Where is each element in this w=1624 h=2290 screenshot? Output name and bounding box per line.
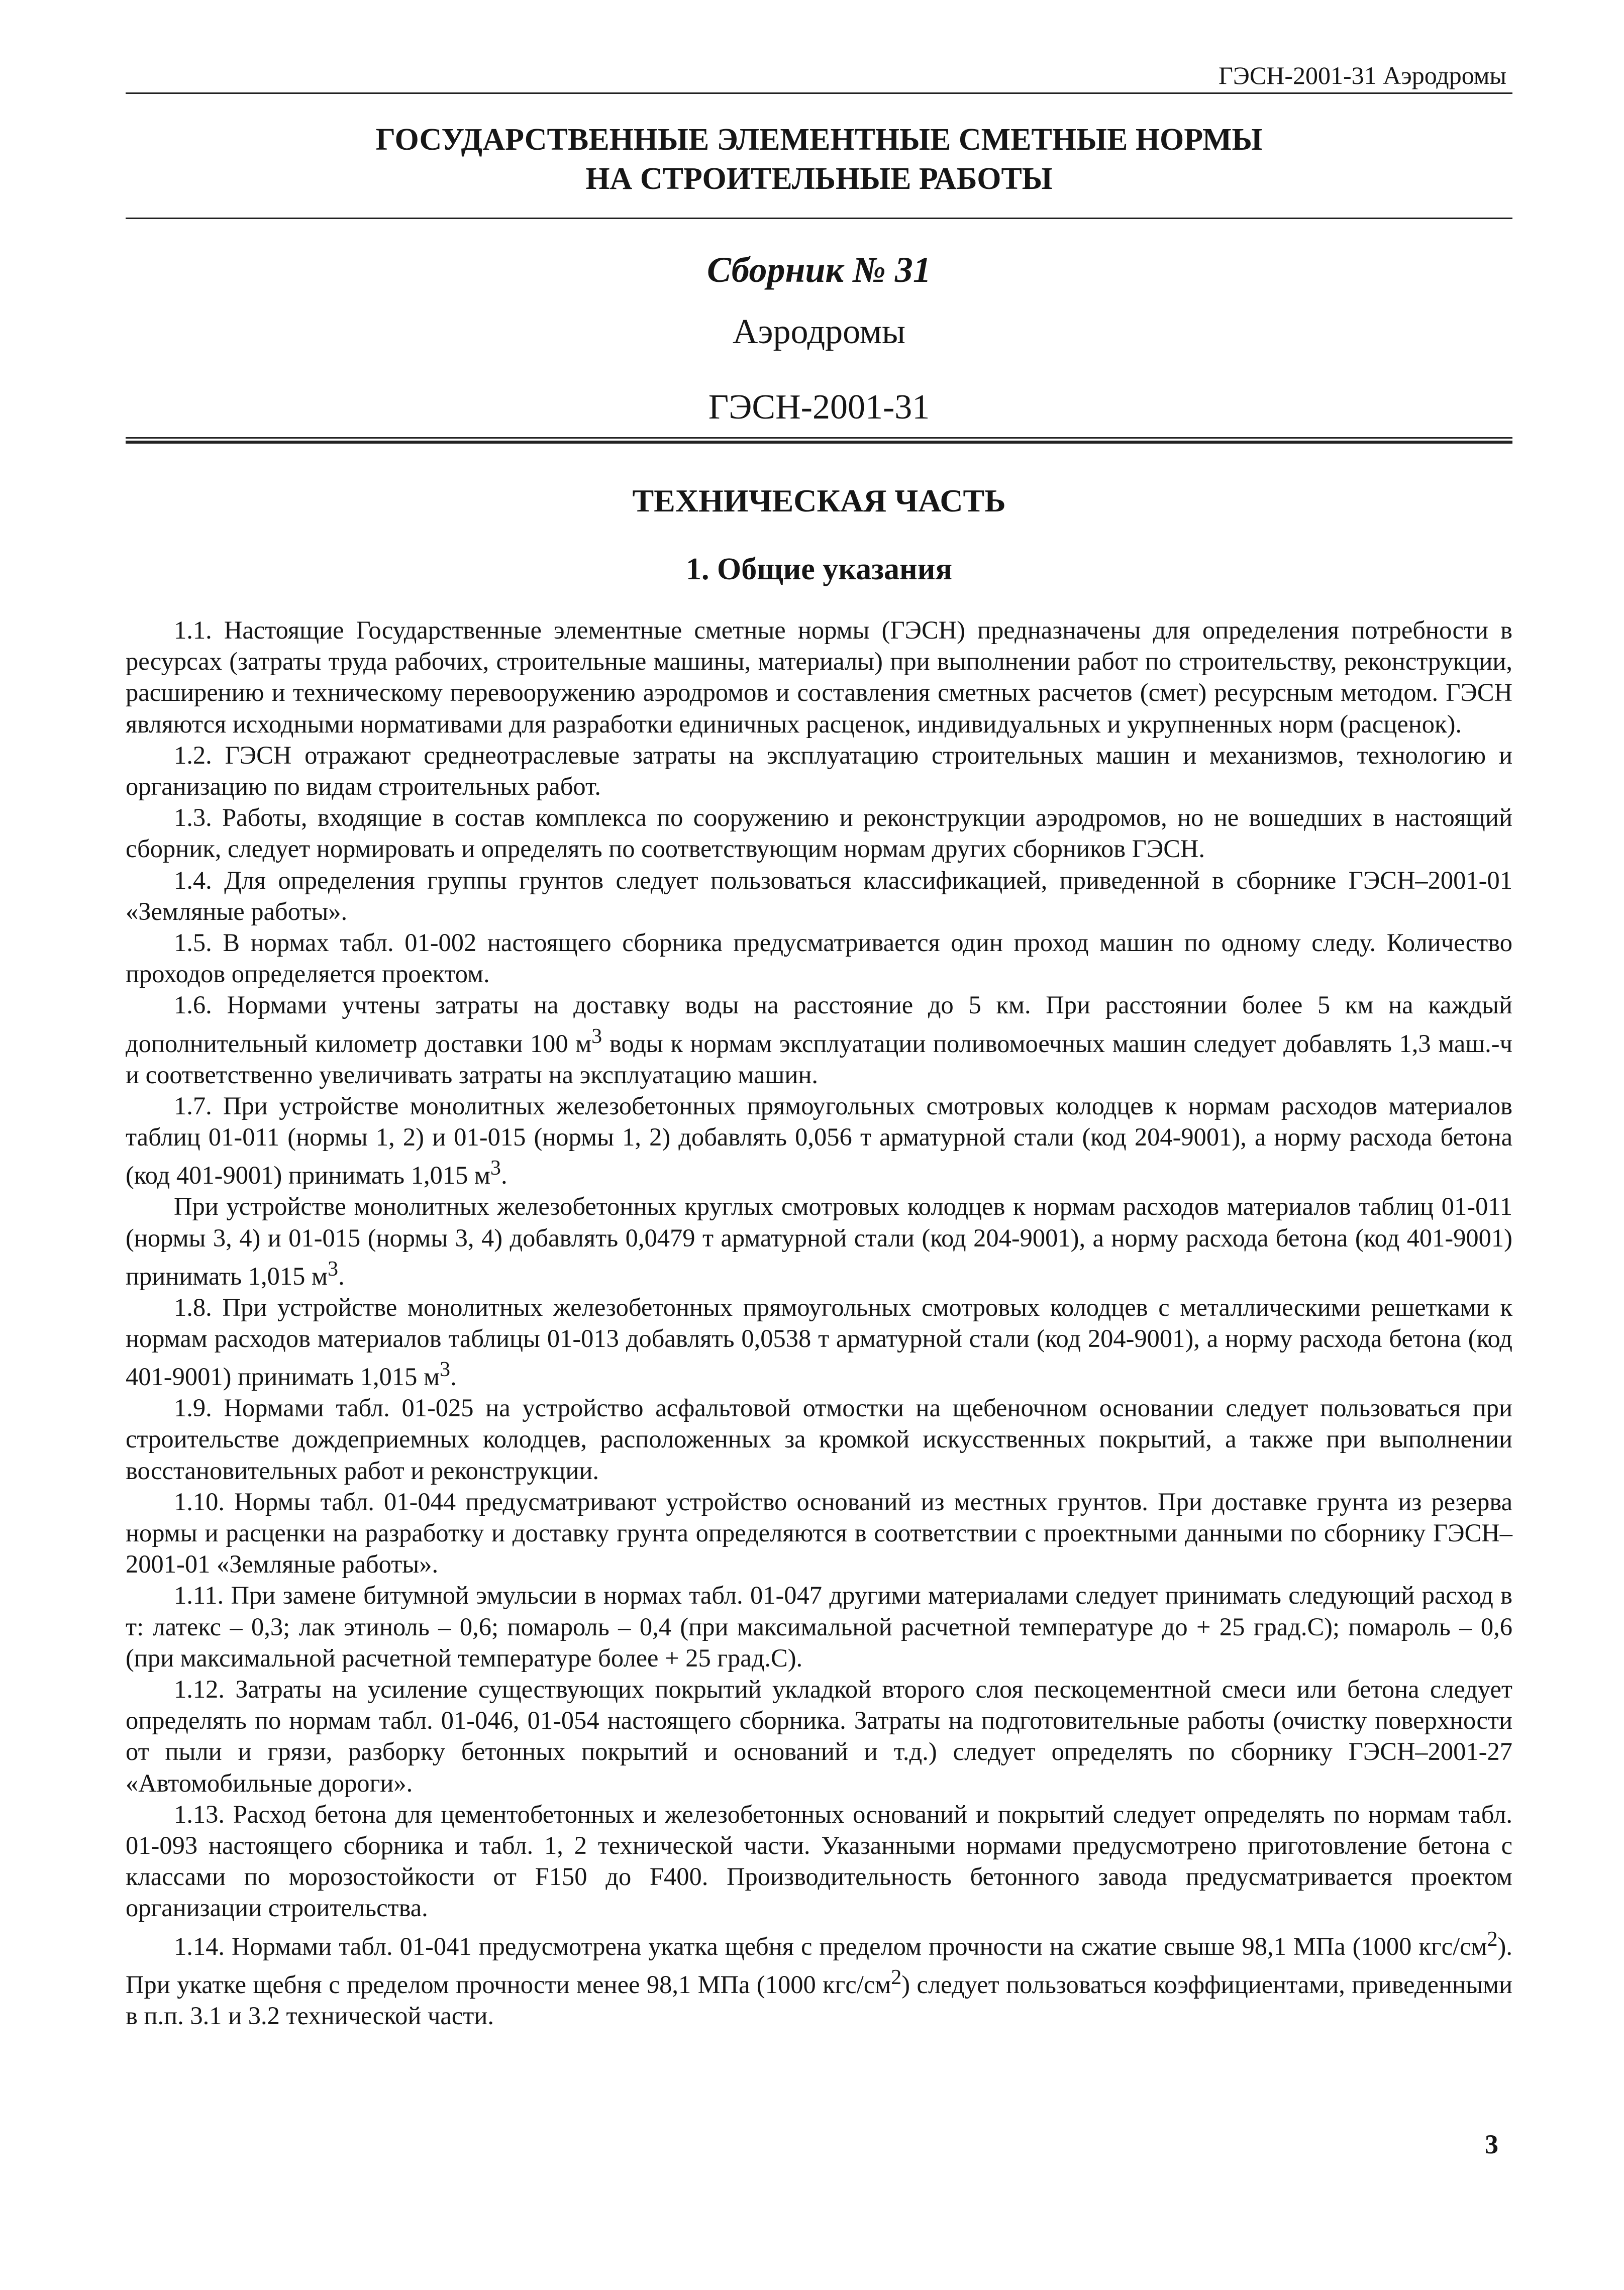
paragraph-1-7b xyxy=(126,1191,1512,1291)
paragraph-1-11: 1.11. При замене битумной эмульсии в нормах табл. 01-047 другими материалами следует принимать следующий расход в т: латекс – 0,3; лак этиноль – 0,6; помароль – 0,4 (при максимальной расчетной температуре до + 25 град.С); помароль – 0,6 (при максимальной расчетной температуре более + 25 град.С). xyxy=(126,1581,1512,1672)
paragraph-1-4: 1.4. Для определения группы грунтов следует пользоваться классификацией, приведенной в сборнике ГЭСН–2001-01 «Земляные работы». xyxy=(126,866,1512,925)
collection-double-rule xyxy=(126,437,1512,444)
superscript: 3 xyxy=(490,1157,501,1180)
paragraph-1-14-text-a: 1.14. Нормами табл. 01-041 предусмотрена укатка щебня с пределом прочности на сжатие свыше 98,1 МПа (1000 кгс/см xyxy=(174,1932,1487,1960)
paragraph-1-6-text-b: воды к нормам эксплуатации поливомоечных машин следует добавлять 1,3 маш.-ч и соответственно увеличивать затраты на эксплуатацию машин. xyxy=(126,1029,1513,1089)
superscript: 3 xyxy=(591,1024,602,1048)
superscript: 2 xyxy=(891,1965,902,1989)
paragraph-1-10: 1.10. Нормы табл. 01-044 предусматривают устройство оснований из местных грунтов. При доставке грунта из резерва нормы и расценки на разработку и доставку грунта определяются в соответствии с проектными данными по сборнику ГЭСН–2001-01 «Земляные работы». xyxy=(126,1487,1512,1579)
paragraph-1-14-text-b: ). При укатке щебня с пределом прочности менее 98,1 МПа (1000 кгс/см xyxy=(126,1932,1512,1999)
paragraph-1-7b-text-a: При устройстве монолитных железобетонных круглых смотровых колодцев к нормам расходов материалов таблиц 01-011 (нормы 3, 4) и 01-015 (нормы 3, 4) добавлять 0,0479 т арматурной стали (код 204-9001), а норму расхода бетона (код 401-9001) принимать 1,015 м xyxy=(126,1192,1512,1290)
paragraph-1-2: 1.2. ГЭСН отражают среднеотраслевые затраты на эксплуатацию строительных машин и механизмов, технологию и организацию по видам строительных работ. xyxy=(126,741,1512,801)
paragraph-1-9: 1.9. Нормами табл. 01-025 на устройство асфальтовой отмостки на щебеночном основании следует пользоваться при строительстве дождеприемных колодцев, расположенных за кромкой искусственных покрытий, а также при выполнении восстановительных работ и реконструкции. xyxy=(126,1394,1512,1485)
superscript: 3 xyxy=(328,1257,339,1281)
paragraph-1-3: 1.3. Работы, входящие в состав комплекса по сооружению и реконструкции аэродромов, но не вошедших в настоящий сборник, следует нормировать и определять по соответствующим нормам других сборников ГЭСН. xyxy=(126,803,1512,863)
collection-name: Аэродромы xyxy=(732,313,906,351)
paragraph-1-8-text-a: 1.8. При устройстве монолитных железобетонных прямоугольных смотровых колодцев с металлическими решетками к нормам расходов материалов таблицы 01-013 добавлять 0,0538 т арматурной стали (код 204-9001), а норму расхода бетона (код 401-9001) принимать 1,015 м xyxy=(126,1293,1512,1391)
paragraph-1-1: 1.1. Настоящие Государственные элементные сметные нормы (ГЭСН) предназначены для определения потребности в ресурсах (затраты труда рабочих, строительные машины, материалы) при выполнении работ по строительству, реконструкции, расширению и техническому перевооружению аэродромов и составления сметных расчетов (смет) ресурсным методом. ГЭСН являются исходными нормативами для разработки единичных расценок, индивидуальных и укрупненных норм (расценок). xyxy=(126,616,1512,738)
paragraph-1-7a xyxy=(126,1090,1512,1191)
body-text xyxy=(126,614,1512,2031)
main-title-line-1: ГОСУДАРСТВЕННЫЕ ЭЛЕМЕНТНЫЕ СМЕТНЫЕ НОРМЫ xyxy=(375,123,1263,157)
paragraph-1-6 xyxy=(126,989,1512,1090)
page-number: 3 xyxy=(1485,2129,1498,2159)
superscript: 3 xyxy=(440,1358,451,1382)
paragraph-1-6-text-a: 1.6. Нормами учтены затраты на доставку воды на расстояние до 5 км. При расстоянии более 5 км на каждый дополнительный километр доставки 100 м xyxy=(126,991,1512,1058)
running-header: ГЭСН-2001-31 Аэродромы xyxy=(1218,61,1506,89)
paragraph-1-7b-text-b: . xyxy=(338,1262,345,1290)
paragraph-1-13: 1.13. Расход бетона для цементобетонных и железобетонных оснований и покрытий следует определять по нормам табл. 01-093 настоящего сборника и табл. 1, 2 технической части. Указанными нормами предусмотрено приготовление бетона с классами по морозостойкости от F150 до F400. Производительность бетонного завода предусматривается проектом организации строительства. xyxy=(126,1800,1512,1922)
paragraph-1-7a-text-a: 1.7. При устройстве монолитных железобетонных прямоугольных смотровых колодцев к нормам расходов материалов таблиц 01-011 (нормы 1, 2) и 01-015 (нормы 1, 2) добавлять 0,056 т арматурной стали (код 204-9001), а норму расхода бетона (код 401-9001) принимать 1,015 м xyxy=(126,1091,1512,1190)
paragraph-1-8 xyxy=(126,1292,1512,1392)
paragraph-1-5: 1.5. В нормах табл. 01-002 настоящего сборника предусматривается один проход машин по одному следу. Количество проходов определяется проектом. xyxy=(126,928,1512,988)
paragraph-1-14 xyxy=(126,1924,1512,2031)
document-page xyxy=(126,60,1512,2031)
superscript: 2 xyxy=(1487,1927,1498,1951)
paragraph-1-12: 1.12. Затраты на усиление существующих покрытий укладкой второго слоя пескоцементной смеси или бетона следует определять по нормам табл. 01-046, 01-054 настоящего сборника. Затраты на подготовительные работы (очистку поверхности от пыли и грязи, разборку бетонных покрытий и оснований и т.д.) следует определять по сборнику ГЭСН–2001-27 «Автомобильные дороги». xyxy=(126,1675,1512,1797)
collection-title: Сборник № 31 xyxy=(707,250,931,290)
paragraph-1-14-text-c: ) следует пользоваться коэффициентами, приведенными в п.п. 3.1 и 3.2 технической части. xyxy=(126,1970,1512,2030)
paragraph-1-7a-text-b: . xyxy=(500,1161,508,1190)
subsection-title: 1. Общие указания xyxy=(686,552,952,586)
section-title: ТЕХНИЧЕСКАЯ ЧАСТЬ xyxy=(632,483,1006,518)
collection-code: ГЭСН-2001-31 xyxy=(708,388,930,427)
main-title-line-2: НА СТРОИТЕЛЬНЫЕ РАБОТЫ xyxy=(585,162,1053,196)
paragraph-1-8-text-b: . xyxy=(450,1362,457,1391)
